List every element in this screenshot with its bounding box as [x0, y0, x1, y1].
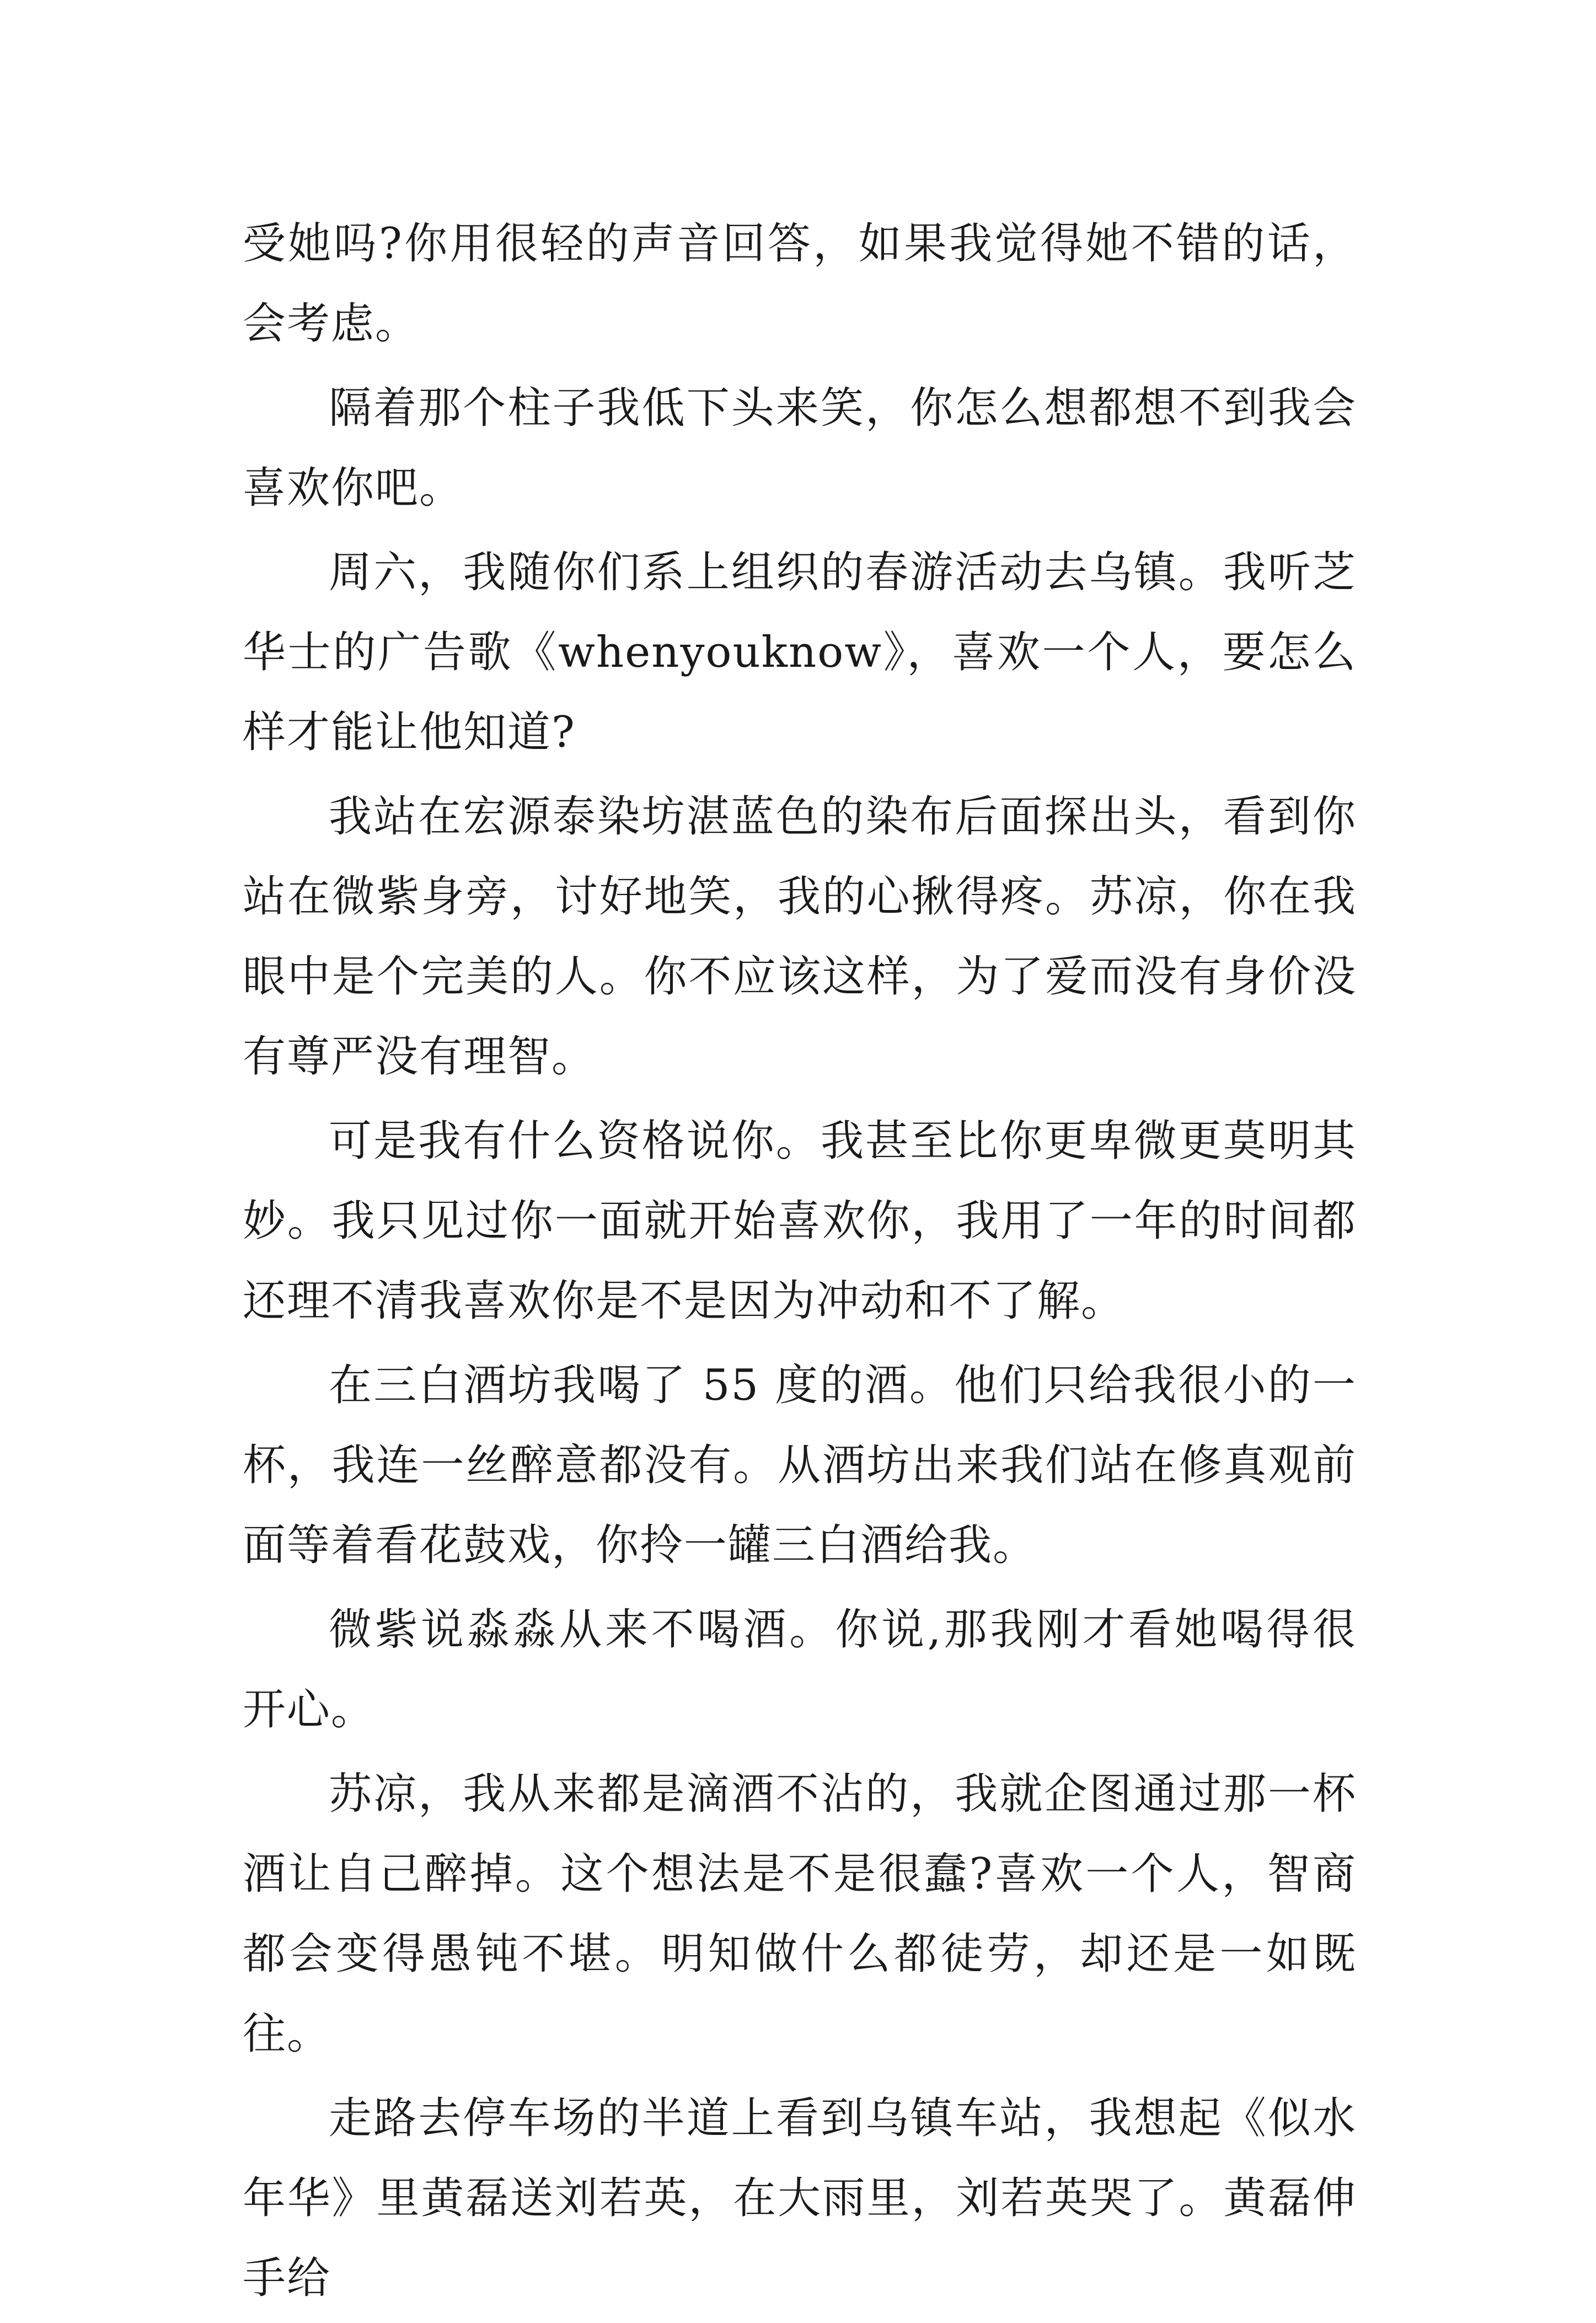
paragraph-6: 在三白酒坊我喝了 55 度的酒。他们只给我很小的一杯，我连一丝醉意都没有。从酒坊出来我们站在修真观前面等着看花鼓戏，你拎一罐三白酒给我。 — [243, 1361, 1357, 1570]
paragraph-7: 微紫说淼淼从来不喝酒。你说,那我刚才看她喝得很开心。 — [243, 1605, 1357, 1735]
paragraph-2: 隔着那个柱子我低下头来笑，你怎么想都想不到我会喜欢你吧。 — [243, 383, 1357, 513]
paragraph-9: 走路去停车场的半道上看到乌镇车站，我想起《似水年华》里黄磊送刘若英，在大雨里，刘若英哭了。黄磊伸手给 — [243, 2094, 1357, 2303]
body-text — [243, 204, 1357, 2323]
paragraph-4: 我站在宏源泰染坊湛蓝色的染布后面探出头，看到你站在微紫身旁，讨好地笑，我的心揪得疼。苏凉，你在我眼中是个完美的人。你不应该这样，为了爱而没有身价没有尊严没有理智。 — [243, 792, 1357, 1082]
paragraph-1: 受她吗?你用很轻的声音回答，如果我觉得她不错的话，会考虑。 — [243, 219, 1357, 349]
paragraph-8: 苏凉，我从来都是滴酒不沾的，我就企图通过那一杯酒让自己醉掉。这个想法是不是很蠢?喜欢一个人，智商都会变得愚钝不堪。明知做什么都徒劳，却还是一如既往。 — [243, 1769, 1357, 2059]
paragraph-5: 可是我有什么资格说你。我甚至比你更卑微更莫明其妙。我只见过你一面就开始喜欢你，我用了一年的时间都还理不清我喜欢你是不是因为冲动和不了解。 — [243, 1116, 1357, 1326]
paragraph-3: 周六，我随你们系上组织的春游活动去乌镇。我听芝华士的广告歌《whenyouknow》，喜欢一个人，要怎么样才能让他知道? — [243, 548, 1357, 757]
